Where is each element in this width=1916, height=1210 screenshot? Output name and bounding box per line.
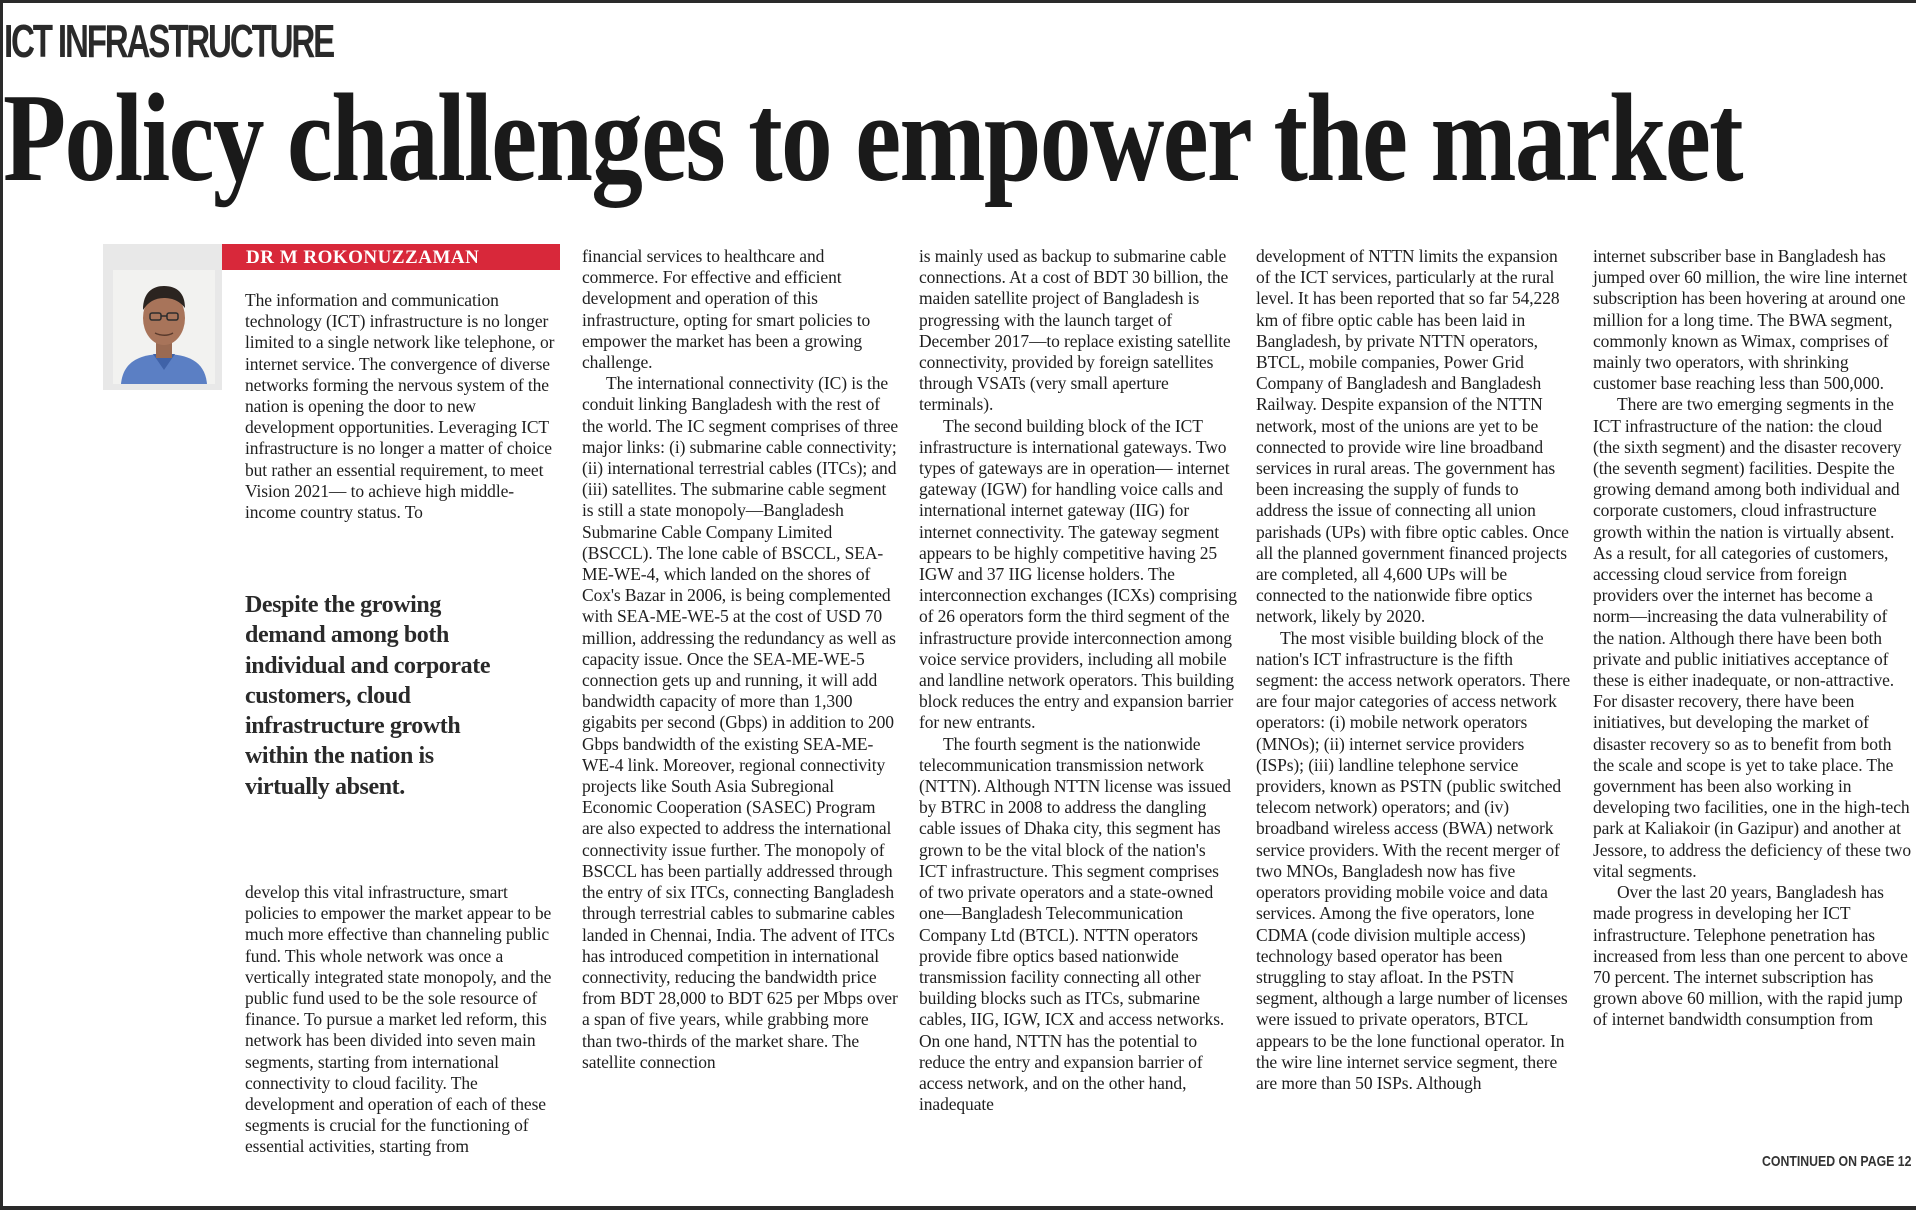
byline: DR M ROKONUZZAMAN xyxy=(246,247,480,268)
article-column-5 xyxy=(1593,246,1911,1031)
author-photo xyxy=(113,270,215,384)
paragraph: internet subscriber base in Bangladesh has jumped over 60 million, the wire line internet subscription has been hovering at around one million for a long time. The BWA segment, commonly known as Wimax, comprises of mainly two operators, with shrinking customer base reaching less than 500,000. xyxy=(1593,246,1908,394)
article-column-1-top xyxy=(245,290,563,523)
article-column-2 xyxy=(582,246,900,1073)
paragraph: development of NTTN limits the expansion of the ICT services, particularly at the rural level. It has been reported that so far 54,228 km of fibre optic cable has been laid in Bangladesh, by private NTTN operators, BTCL, mobile companies, Power Grid Company of Bangladesh and Bangladesh Railway. Despite expansion of the NTTN network, most of the unions are yet to be connected to provide wire line broadband services in rural areas. The government has been increasing the supply of funds to address the issue of connecting all union parishads (UPs) with fibre optic cables. Once all the planned government financed projects are completed, all 4,600 UPs will be connected to the nationwide fibre optics network, likely by 2020. xyxy=(1256,246,1569,627)
article-column-4 xyxy=(1256,246,1574,1094)
section-label: ICT INFRASTRUCTURE xyxy=(4,15,334,67)
paragraph: The most visible building block of the nation's ICT infrastructure is the fifth segment: the access network operators. There are four major categories of access network operators: (i) mobile network operators (MNOs); (ii) internet service providers (ISPs); (iii) landline telephone service providers, known as PSTN (public switched telecom network) operators; and (iv) broadband wireless access (BWA) network service providers. With the recent merger of two MNOs, Bangladesh now has five operators providing mobile voice and data services. Among the five operators, lone CDMA (code division multiple access) technology based operator has been struggling to stay afloat. In the PSTN segment, although a large number of licenses were issued to private operators, BTCL appears to be the lone functional operator. In the wire line internet service segment, there are more than 50 ISPs. Although xyxy=(1256,627,1571,1093)
continued-on-page-note: CONTINUED ON PAGE 12 xyxy=(1762,1153,1912,1170)
pull-quote: Despite the growing demand among both individual and corporate customers, cloud infrastructure growth within the nation is virtually absent. xyxy=(245,592,491,800)
paragraph: develop this vital infrastructure, smart policies to empower the market appear to be much more effective than channeling public fund. This whole network was once a vertically integrated state monopoly, and the public fund used to be the sole resource of finance. To pursue a market led reform, this network has been divided into seven main segments, starting from international connectivity to cloud facility. The development and operation of each of these segments is crucial for the functioning of essential activities, starting from xyxy=(245,882,552,1157)
article-column-3 xyxy=(919,246,1237,1115)
paragraph: Over the last 20 years, Bangladesh has made progress in developing her ICT infrastructure. Telephone penetration has increased from less than one percent to above 70 percent. The internet subscription has grown above 60 million, with the rapid jump of internet bandwidth consumption from xyxy=(1593,882,1908,1030)
page-border-bottom xyxy=(0,1206,1916,1210)
paragraph: The second building block of the ICT infrastructure is international gateways. Two types of gateways are in operation— internet gateway (IGW) for handling voice calls and international internet gateway (IIG) for internet connectivity. The gateway segment appears to be highly competitive having 25 IGW and 37 IIG license holders. The interconnection exchanges (ICXs) comprising of 26 operators form the third segment of the infrastructure provide interconnection among voice service providers, including all mobile and landline network operators. This building block reduces the entry and expansion barrier for new entrants. xyxy=(919,415,1237,733)
article-column-1-bottom xyxy=(245,882,563,1158)
page-border-top xyxy=(0,0,1916,3)
headline: Policy challenges to empower the market xyxy=(3,69,1742,208)
paragraph: There are two emerging segments in the ICT infrastructure of the nation: the cloud (the sixth segment) and the disaster recovery (the seventh segment) facilities. Despite the growing demand among both individual and corporate customers, cloud infrastructure growth within the nation is virtually absent. As a result, for all categories of customers, accessing cloud service from foreign providers over the internet has become a norm—increasing the data vulnerability of the nation. Although there have been both private and public initiatives acceptance of these is either inadequate, or non-attractive. For disaster recovery, there have been initiatives, but developing the market of disaster recovery so as to benefit from both the scale and scope is yet to take place. The government has been also working in developing two facilities, one in the high-tech park at Kaliakoir (in Gazipur) and another at Jessore, to address the deficiency of these two vital segments. xyxy=(1593,394,1911,881)
paragraph: The information and communication technology (ICT) infrastructure is no longer limited to a single network like telephone, or internet service. The convergence of diverse networks forming the nervous system of the nation is opening the door to new development opportunities. Leveraging ICT infrastructure is no longer a matter of choice but rather an essential requirement, to meet Vision 2021— to achieve high middle-income country status. To xyxy=(245,290,555,523)
paragraph: The fourth segment is the nationwide telecommunication transmission network (NTTN). Although NTTN license was issued by BTRC in 2008 to address the dangling cable issues of Dhaka city, this segment has grown to be the vital block of the nation's ICT infrastructure. This segment comprises of two private operators and a state-owned one—Bangladesh Telecommunication Company Ltd (BTCL). NTTN operators provide fibre optics based nationwide transmission facility connecting all other building blocks such as ITCs, submarine cables, IIG, IGW, ICX and access networks. On one hand, NTTN has the potential to reduce the entry and expansion barrier of access network, and on the other hand, inadequate xyxy=(919,733,1231,1115)
paragraph: financial services to healthcare and commerce. For effective and efficient development and operation of this infrastructure, opting for smart policies to empower the market has been a growing challenge. xyxy=(582,246,871,373)
paragraph: The international connectivity (IC) is the conduit linking Bangladesh with the rest of the world. The IC segment comprises of three major links: (i) submarine cable connectivity; (ii) international terrestrial cables (ITCs); and (iii) satellites. The submarine cable segment is still a state monopoly—Bangladesh Submarine Cable Company Limited (BSCCL). The lone cable of BSCCL, SEA-ME-WE-4, which landed on the shores of Cox's Bazar in 2006, is being complemented with SEA-ME-WE-5 at the cost of USD 70 million, addressing the redundancy as well as capacity issue. Once the SEA-ME-WE-5 connection gets up and running, it will add bandwidth capacity of more than 1,300 gigabits per second (Gbps) in addition to 200 Gbps bandwidth of the existing SEA-ME-WE-4 link. Moreover, regional connectivity projects like South Asia Subregional Economic Cooperation (SASEC) Program are also expected to address the international connectivity issue further. The monopoly of BSCCL has been partially addressed through the entry of six ITCs, connecting Bangladesh through terrestrial cables to submarine cables landed in Chennai, India. The advent of ITCs has introduced competition in international connectivity, reducing the bandwidth price from BDT 28,000 to BDT 625 per Mbps over a span of five years, while grabbing more than two-thirds of the market share. The satellite connection xyxy=(582,373,899,1072)
paragraph: is mainly used as backup to submarine cable connections. At a cost of BDT 30 billion, the maiden satellite project of Bangladesh is progressing with the launch target of December 2017—to replace existing satellite connectivity, provided by foreign satellites through VSATs (very small aperture terminals). xyxy=(919,246,1231,415)
